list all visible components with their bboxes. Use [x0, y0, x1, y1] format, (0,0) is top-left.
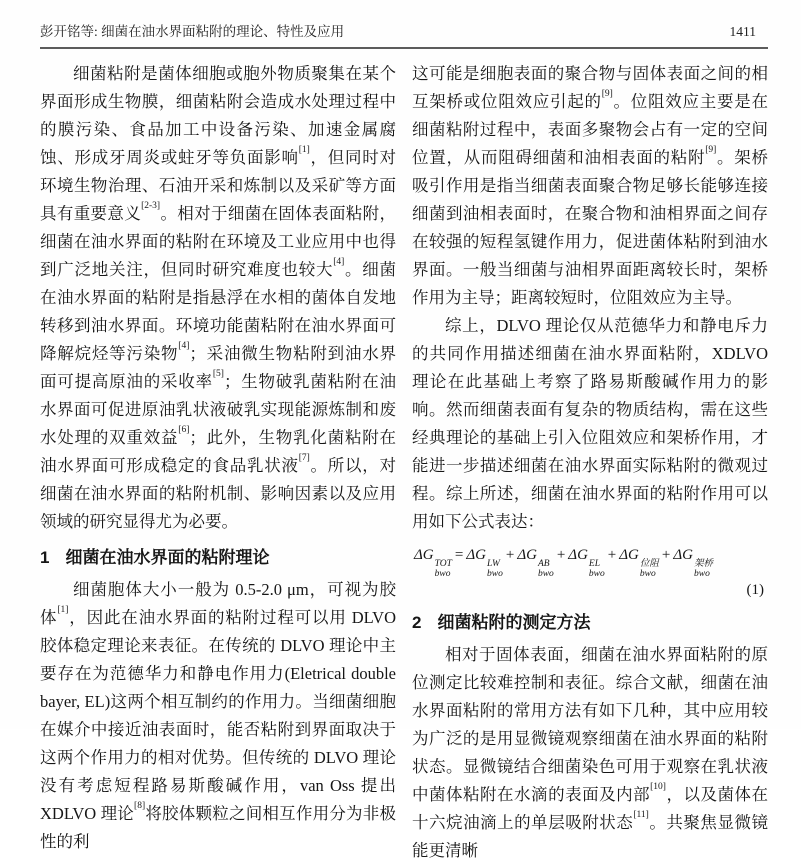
equation-term: [414, 547, 452, 579]
equation-1: [412, 542, 768, 601]
section-heading: [40, 545, 396, 571]
citation-ref: [6]: [178, 424, 190, 435]
equation-term-scripts: [589, 560, 605, 579]
equation-term-base: ΔG: [619, 547, 639, 563]
equation-term: [466, 547, 503, 579]
section-number: 1: [40, 548, 50, 567]
left-column: [40, 60, 396, 865]
citation-ref: [8]: [134, 800, 146, 811]
equation-subscript: bwo: [639, 568, 656, 579]
citation-ref: [9]: [705, 144, 717, 155]
equation-operator: =: [454, 547, 464, 563]
paragraph: 相对于固体表面，细菌在油水界面粘附的原位测定比较难控制和表征。综合文献，细菌在油水界面粘附的常用方法有如下几种，其中应用较为广泛的是用显微镜观察细菌在油水界面的粘附状态。显微镜结合细菌染色可用于观察在乳状液中菌体粘附在水滴的表面及内部[10]，以及菌体在十六烷油滴上的单层吸附状态[11]。共聚焦显微镜能更清晰: [412, 645, 769, 860]
equation-term: [568, 547, 605, 579]
equation-subscript: bwo: [537, 568, 554, 579]
equation-formula: [412, 542, 768, 579]
equation-term-base: ΔG: [517, 547, 537, 563]
equation-term-scripts: [640, 560, 659, 579]
section-heading: [412, 610, 768, 636]
equation-superscript: EL: [588, 559, 601, 569]
right-column: [412, 60, 768, 865]
paragraph: 这可能是细胞表面的聚合物与固体表面之间的相互架桥或位阻效应引起的[9]。位阻效应主要是在细菌粘附过程中，表面多聚物会占有一定的空间位置，从而阻碍细菌和油相表面的粘附[9]。架桥吸引作用是指当细菌表面聚合物足够长能够连接细菌到油相表面时，在聚合物和油相界面之间存在较强的短程氢键作用力，促进菌体粘附到油水界面。一般当细菌与油相界面距离较长时，架桥作用为主导；距离较短时，位阻效应为主导。: [412, 64, 769, 307]
equation-number: (1): [746, 582, 764, 598]
citation-ref: [2-3]: [141, 200, 161, 211]
equation-operator: +: [556, 547, 566, 563]
header-rule: [40, 47, 768, 49]
equation-operator: +: [607, 547, 617, 563]
equation-term-scripts: [694, 560, 713, 579]
running-header: [40, 20, 768, 47]
citation-ref: [1]: [298, 144, 310, 155]
citation-ref: [5]: [212, 368, 224, 379]
citation-ref: [10]: [650, 781, 666, 792]
citation-ref: [4]: [333, 256, 345, 267]
equation-term: [673, 547, 714, 579]
equation-superscript: 位阻: [639, 559, 659, 569]
two-column-body: [40, 60, 768, 865]
paragraph: 细菌胞体大小一般为 0.5-2.0 μm，可视为胶体[1]，因此在油水界面的粘附过程可以用 DLVO 胶体稳定理论来表征。在传统的 DLVO 理论中主要存在为范德华力和静电作用力(Eletrical double bayer, EL)这两个相互制约的作用力。当细菌细胞在媒介中接近油表面时，能否粘附到界面取决于这两个作用力的相对优势。但传统的 DLVO 理论没有考虑短程路易斯酸碱作用，van Oss 提出 XDLVO 理论[8]将胶体颗粒之间相互作用分为非极性的利: [40, 580, 397, 851]
equation-subscript: bwo: [588, 568, 605, 579]
equation-term: [517, 547, 554, 579]
section-number: 2: [412, 613, 422, 632]
equation-subscript: bwo: [434, 568, 451, 579]
equation-term-base: ΔG: [414, 547, 434, 563]
equation-operator: +: [661, 547, 671, 563]
equation-subscript: bwo: [487, 568, 503, 579]
citation-ref: [9]: [601, 88, 613, 99]
equation-superscript: TOT: [434, 559, 452, 569]
equation-operator: +: [505, 547, 515, 563]
equation-superscript: 架桥: [694, 559, 714, 569]
equation-term-scripts: [538, 560, 554, 579]
equation-superscript: LW: [487, 559, 500, 569]
paragraph: 细菌粘附是菌体细胞或胞外物质聚集在某个界面形成生物膜，细菌粘附会造成水处理过程中的膜污染、食品加工中设备污染、加速金属腐蚀、形成牙周炎或蛀牙等负面影响[1]，但同时对环境生物治理、石油开采和炼制以及采矿等方面具有重要意义[2-3]。相对于细菌在固体表面粘附，细菌在油水界面的粘附在环境及工业应用中也得到广泛地关注，但同时研究难度也较大[4]。细菌在油水界面的粘附是指悬浮在水相的菌体自发地转移到油水界面。环境功能菌粘附在油水界面可降解烷烃等污染物[4]；采油微生物粘附到油水界面可提高原油的采收率[5]；生物破乳菌粘附在油水界面可促进原油乳状液破乳实现能源炼制和废水处理的双重效益[6]；此外，生物乳化菌粘附在油水界面可形成稳定的食品乳状液[7]。所以，对细菌在油水界面的粘附机制、影响因素以及应用领域的研究显得尤为必要。: [40, 64, 397, 531]
section-title: 细菌粘附的测定方法: [437, 613, 591, 632]
section-title: 细菌在油水界面的粘附理论: [65, 548, 270, 567]
page-number: 1411: [729, 24, 756, 39]
paragraph: 综上，DLVO 理论仅从范德华力和静电斥力的共同作用描述细菌在油水界面粘附，XDLVO 理论在此基础上考察了路易斯酸碱作用力的影响。然而细菌表面有复杂的物质结构，需在这些经典理论的基础上引入位阻效应和架桥作用，才能进一步描述细菌在油水界面实际粘附的微观过程。综上所述，细菌在油水界面的粘附作用可以用如下公式表达：: [412, 316, 768, 531]
equation-superscript: AB: [537, 559, 550, 569]
running-title: 彭开铭等: 细菌在油水界面粘附的理论、特性及应用: [40, 24, 345, 39]
citation-ref: [1]: [57, 604, 69, 615]
equation-term: [619, 547, 659, 579]
equation-term-base: ΔG: [568, 547, 588, 563]
citation-ref: [11]: [633, 809, 649, 820]
equation-term-scripts: [487, 560, 503, 579]
equation-term-scripts: [435, 560, 452, 579]
equation-subscript: bwo: [694, 568, 710, 579]
citation-ref: [4]: [178, 340, 190, 351]
equation-term-base: ΔG: [466, 547, 487, 563]
citation-ref: [7]: [298, 452, 310, 463]
equation-term-base: ΔG: [673, 547, 693, 563]
